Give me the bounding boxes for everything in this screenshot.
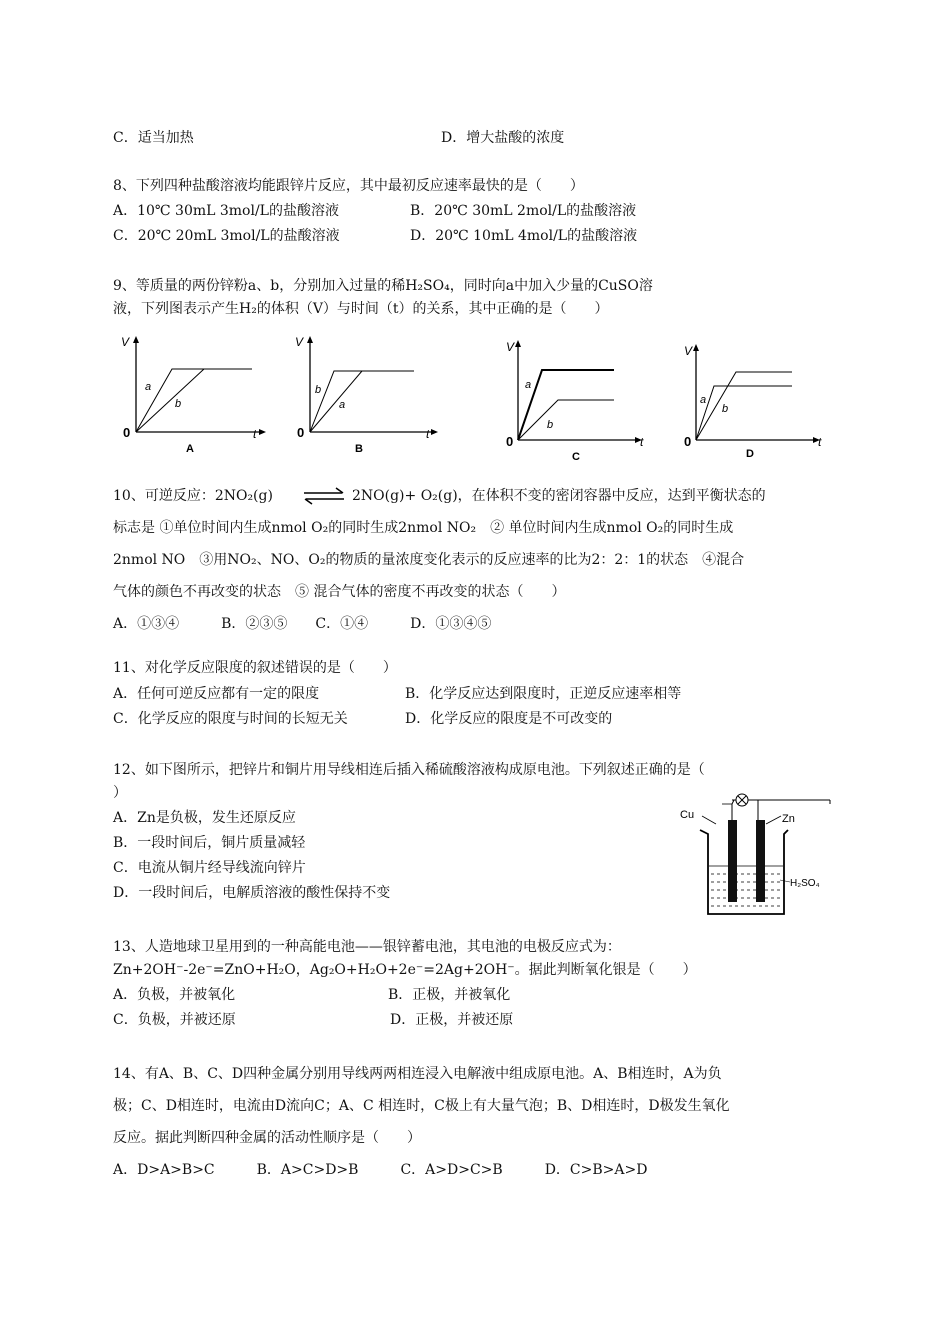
q10-options: A．①③④ B．②③⑤ C．①④ D．①③④⑤ [113, 616, 492, 632]
q8-stem: 8、下列四种盐酸溶液均能跟锌片反应，其中最初反应速率最快的是（ ） [113, 178, 584, 194]
q13-option-b: B．正极，并被氧化 [388, 987, 511, 1003]
graph-b-b: b [315, 384, 322, 396]
q14-line2: 极；C、D相连时，电流由D流向C；A、C 相连时，C极上有大量气泡；B、D相连时，D极发生氧化 [113, 1098, 730, 1114]
q11-option-c: C．化学反应的限度与时间的长短无关 [113, 711, 348, 727]
q12-option-d: D．一段时间后，电解质溶液的酸性保持不变 [113, 885, 391, 901]
q12-option-b: B．一段时间后，铜片质量减轻 [113, 835, 306, 851]
q10-line1b: 2NO(g)+ O₂(g)，在体积不变的密闭容器中反应，达到平衡状态的 [352, 488, 766, 504]
q12-option-c: C．电流从铜片经导线流向锌片 [113, 860, 306, 876]
graph-c-t: t [640, 435, 644, 449]
graph-b-label: B [355, 443, 363, 455]
q11-option-a: A．任何可逆反应都有一定的限度 [113, 686, 320, 702]
graph-b-origin: 0 [297, 425, 305, 440]
graph-b-a: a [339, 399, 346, 411]
graph-c-a: a [525, 379, 532, 391]
graph-c-v: V [506, 340, 515, 354]
galvanic-cell-diagram [676, 790, 846, 920]
graph-a-v: V [121, 335, 130, 349]
graph-c-label: C [572, 451, 580, 463]
q11-stem: 11、对化学反应限度的叙述错误的是（ ） [113, 660, 397, 676]
graph-d-t: t [818, 435, 822, 449]
q12-stem: 12、如下图所示，把锌片和铜片用导线相连后插入稀硫酸溶液构成原电池。下列叙述正确的是（ [113, 762, 705, 778]
q13-line1: 13、人造地球卫星用到的一种高能电池——银锌蓄电池，其电池的电极反应式为： [113, 939, 621, 955]
q9-stem-line2: 液，下列图表示产生H₂的体积（V）与时间（t）的关系，其中正确的是（ ） [113, 301, 609, 317]
graph-d-b: b [722, 403, 729, 415]
graph-a-a: a [145, 381, 152, 393]
graph-a-origin: 0 [123, 425, 131, 440]
q11-option-b: B．化学反应达到限度时，正逆反应速率相等 [405, 686, 682, 702]
graph-b-t: t [426, 427, 430, 441]
q13-option-c: C．负极，并被还原 [113, 1012, 236, 1028]
graph-a-label: A [186, 443, 194, 455]
cu-label: Cu [680, 809, 695, 821]
equilibrium-arrow-icon [300, 486, 348, 506]
graph-a-b: b [175, 398, 182, 410]
q10-line3: 2nmol NO ③用NO₂、NO、O₂的物质的量浓度变化表示的反应速率的比为2：2：1的状态 ④混合 [113, 552, 745, 568]
q14-line1: 14、有A、B、C、D四种金属分别用导线两两相连浸入电解液中组成原电池。A、B相连时，A为负 [113, 1066, 722, 1082]
graph-d-a: a [700, 394, 707, 406]
q12-option-a: A．Zn是负极，发生还原反应 [113, 810, 296, 826]
q9-stem-line1: 9、等质量的两份锌粉a、b，分别加入过量的稀H₂SO₄，同时向a中加入少量的CuSO溶 [113, 278, 653, 294]
graph-d [680, 340, 840, 470]
q8-option-b: B．20℃ 30mL 2mol/L的盐酸溶液 [410, 203, 637, 219]
q8-option-a: A．10℃ 30mL 3mol/L的盐酸溶液 [113, 203, 339, 219]
graph-a-t: t [253, 427, 257, 441]
graph-a [112, 330, 272, 460]
q13-option-a: A．负极，并被氧化 [113, 987, 236, 1003]
q14-line3: 反应。据此判断四种金属的活动性顺序是（ ） [113, 1130, 421, 1146]
graph-b [286, 330, 446, 460]
q10-line1a: 10、可逆反应：2NO₂(g) [113, 488, 273, 504]
graph-b-v: V [295, 335, 304, 349]
q10-line2: 标志是 ①单位时间内生成nmol O₂的同时生成2nmol NO₂ ② 单位时间内生成nmol O₂的同时生成 [113, 520, 734, 536]
q8-option-c: C．20℃ 20mL 3mol/L的盐酸溶液 [113, 228, 340, 244]
graph-d-label: D [746, 448, 754, 460]
q8-option-d: D．20℃ 10mL 4mol/L的盐酸溶液 [410, 228, 638, 244]
q7-option-d: D．增大盐酸的浓度 [441, 130, 565, 146]
q13-option-d: D．正极，并被还原 [390, 1012, 514, 1028]
graph-c [502, 336, 662, 466]
q11-option-d: D．化学反应的限度是不可改变的 [405, 711, 613, 727]
graph-c-origin: 0 [506, 434, 514, 449]
q14-options: A．D>A>B>C B．A>C>D>B C．A>D>C>B D．C>B>A>D [113, 1162, 648, 1178]
q7-option-c: C．适当加热 [113, 130, 194, 146]
graph-c-b: b [547, 419, 554, 431]
graph-d-origin: 0 [684, 434, 692, 449]
q13-line2: Zn+2OH⁻-2e⁻=ZnO+H₂O，Ag₂O+H₂O+2e⁻=2Ag+2OH⁻。据此判断氧化银是（ ） [113, 962, 697, 978]
q10-line4: 气体的颜色不再改变的状态 ⑤ 混合气体的密度不再改变的状态（ ） [113, 584, 566, 600]
h2so4-label: H₂SO₄ [790, 878, 820, 889]
q12-stem-end: ） [113, 785, 127, 801]
graph-d-v: V [684, 344, 693, 358]
zn-label: Zn [782, 813, 795, 825]
